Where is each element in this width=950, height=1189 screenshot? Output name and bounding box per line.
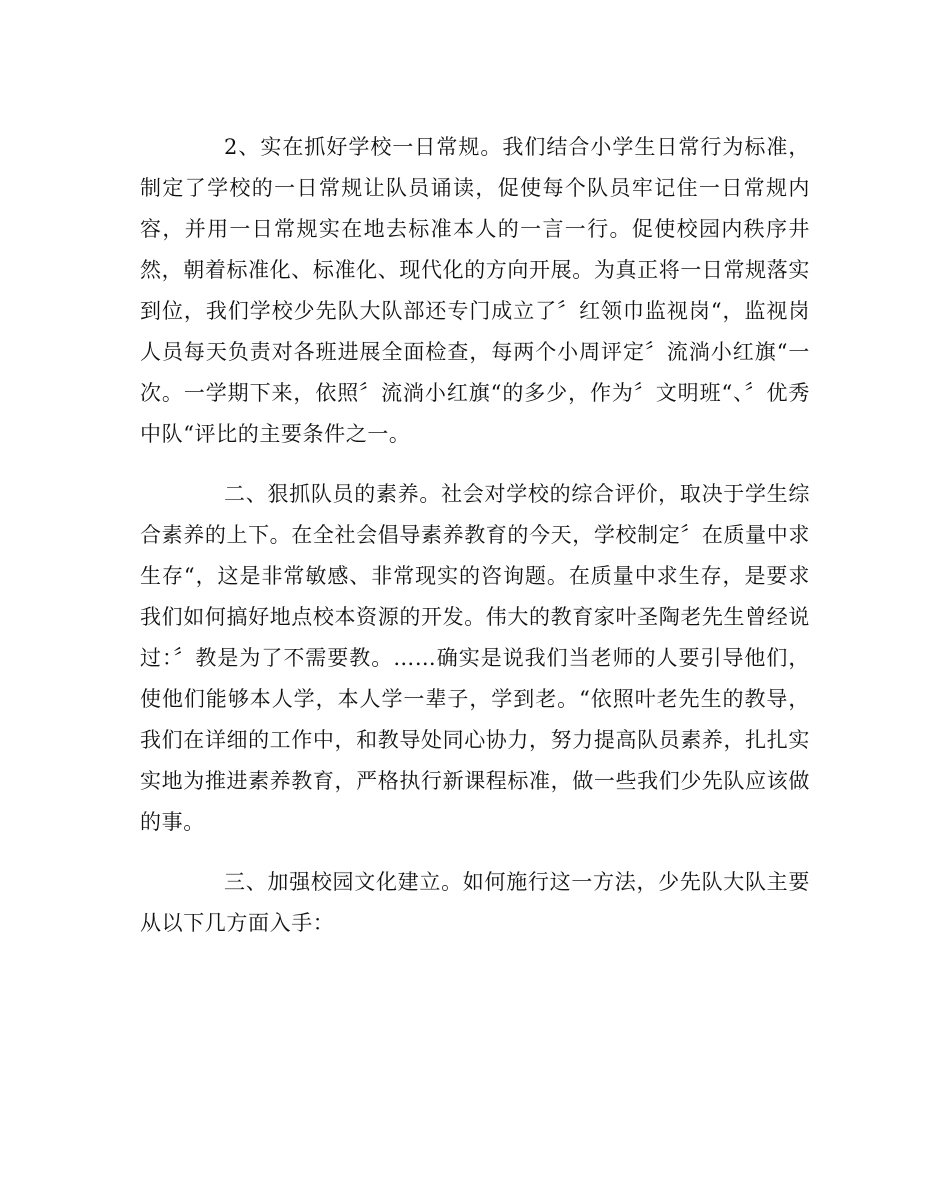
paragraph-quality-education: 二、狠抓队员的素养。社会对学校的综合评价，取决于学生综合素养的上下。在全社会倡导素养教育的今天，学校制定〞在质量中求生存“，这是非常敏感、非常现实的咨询题。在质量中求生存，是要求我们如何搞好地点校本资源的开发。伟大的教育家叶圣陶老先生曾经说过：〞教是为了不需要教。……确实是说我们当老师的人要引导他们，使他们能够本人学，本人学一辈子，学到老。“依照叶老先生的教导，我们在详细的工作中，和教导处同心协力，努力提高队员素养，扎扎实实地为推进素养教育，严格执行新课程标准，做一些我们少先队应该做的事。	[140, 482, 810, 834]
paragraph-campus-culture: 三、加强校园文化建立。如何施行这一方法，少先队大队主要从以下几方面入手：	[140, 870, 810, 935]
paragraph-daily-routine: 2、实在抓好学校一日常规。我们结合小学生日常行为标准，制定了学校的一日常规让队员诵读，促使每个队员牢记住一日常规内容，并用一日常规实在地去标准本人的一言一行。促使校园内秩序井然，朝着标准化、标准化、现代化的方向开展。为真正将一日常规落实到位，我们学校少先队大队部还专门成立了〞红领巾监视岗“，监视岗人员每天负责对各班进展全面检查，每两个小周评定〞流淌小红旗“一次。一学期下来，依照〞流淌小红旗“的多少，作为〞文明班“、〞优秀中队“评比的主要条件之一。	[140, 135, 810, 446]
document-body	[140, 127, 810, 944]
